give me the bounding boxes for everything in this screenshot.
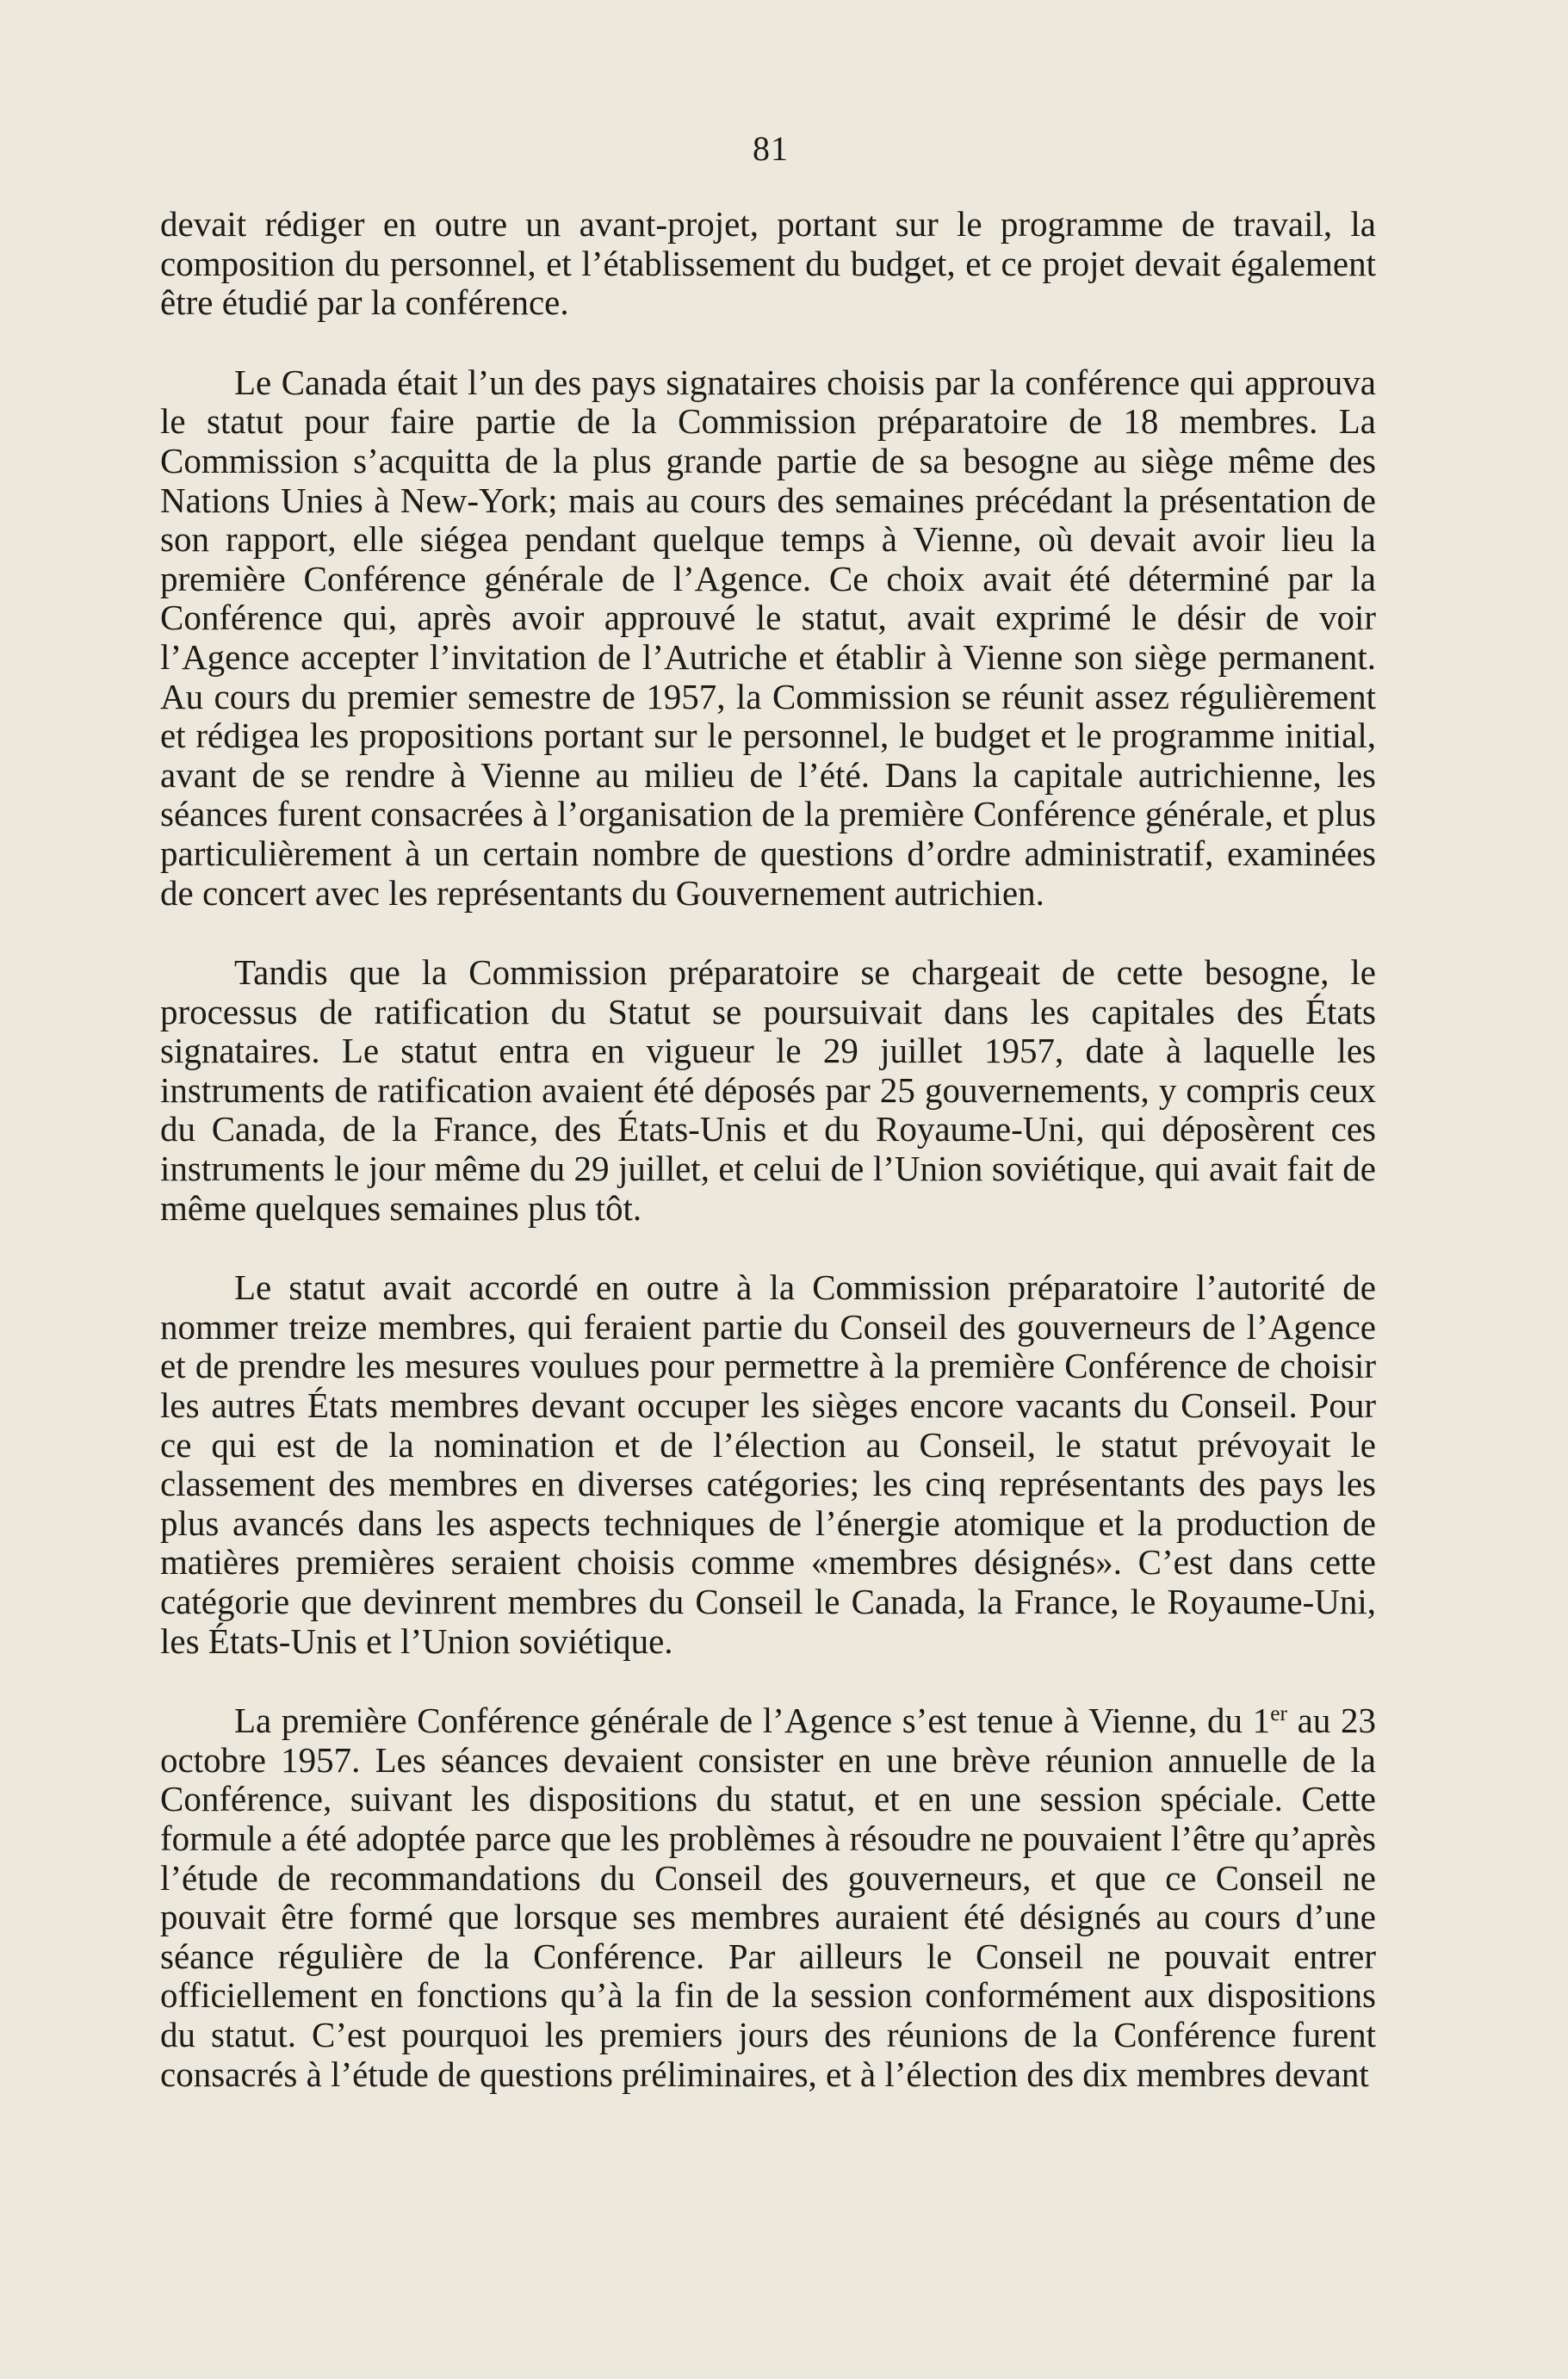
paragraph-5 [160, 1701, 1376, 2094]
paragraph-3: Tandis que la Commission préparatoire se chargeait de cette besogne, le processus de ratification du Statut se poursuivait dans les capitales des États signataires. Le statut entra en vigueur le 29 juillet 1957, date à laquelle les instruments de ratification avaient été déposés par 25 gouvernements, y compris ceux du Canada, de la France, des États-Unis et du Royaume-Uni, qui déposèrent ces instruments le jour même du 29 juillet, et celui de l’Union soviétique, qui avait fait de même quelques semaines plus tôt. [160, 952, 1376, 1228]
body-text [160, 205, 1376, 2134]
ordinal-superscript: er [1270, 1701, 1287, 1726]
page-number: 81 [753, 129, 789, 168]
paragraph-5-end: au 23 octobre 1957. Les séances devaient consister en une brève réunion annuelle de la Conférence, suivant les dispositions du statut, et en une session spéciale. Cette formule a été adoptée parce que les problèmes à résoudre ne pouvaient l’être qu’après l’étude de recommandations du Conseil des gouverneurs, et que ce Conseil ne pouvait être formé que lorsque ses membres auraient été désignés au cours d’une séance régulière de la Conférence. Par ailleurs le Conseil ne pouvait entrer officiellement en fonctions qu’à la fin de la session conformément aux dispositions du statut. C’est pourquoi les premiers jours des réunions de la Conférence furent consacrés à l’étude de questions préliminaires, et à l’élection des dix membres devant [160, 1701, 1376, 2094]
paragraph-2: Le Canada était l’un des pays signataires choisis par la conférence qui approuva le statut pour faire partie de la Commission préparatoire de 18 membres. La Commission s’acquitta de la plus grande partie de sa besogne au siège même des Nations Unies à New-York; mais au cours des semaines précédant la présentation de son rapport, elle siégea pendant quelque temps à Vienne, où devait avoir lieu la première Conférence générale de l’Agence. Ce choix avait été déterminé par la Conférence qui, après avoir approuvé le statut, avait exprimé le désir de voir l’Agence accepter l’invitation de l’Autriche et établir à Vienne son siège permanent. Au cours du premier semestre de 1957, la Commission se réunit assez régulièrement et rédigea les propositions portant sur le personnel, le budget et le programme initial, avant de se rendre à Vienne au milieu de l’été. Dans la capitale autrichienne, les séances furent consacrées à l’organisation de la première Conférence générale, et plus particulièrement à un certain nombre de questions d’ordre administratif, examinées de concert avec les représentants du Gouvernement autrichien. [160, 362, 1376, 913]
paragraph-1: devait rédiger en outre un avant-projet, portant sur le programme de travail, la composition du personnel, et l’établissement du budget, et ce projet devait également être étudié par la conférence. [160, 204, 1376, 323]
paragraph-5-start: La première Conférence générale de l’Agence s’est tenue à Vienne, du 1 [234, 1701, 1271, 1741]
paragraph-4: Le statut avait accordé en outre à la Commission préparatoire l’autorité de nommer treize membres, qui feraient partie du Conseil des gouverneurs de l’Agence et de prendre les mesures voulues pour permettre à la première Conférence de choisir les autres États membres devant occuper les sièges encore vacants du Conseil. Pour ce qui est de la nomination et de l’élection au Conseil, le statut prévoyait le classement des membres en diverses catégories; les cinq représentants des pays les plus avancés dans les aspects techniques de l’énergie atomique et la production de matières premières seraient choisis comme «membres désignés». C’est dans cette catégorie que devinrent membres du Conseil le Canada, la France, le Royaume-Uni, les États-Unis et l’Union soviétique. [160, 1267, 1376, 1661]
